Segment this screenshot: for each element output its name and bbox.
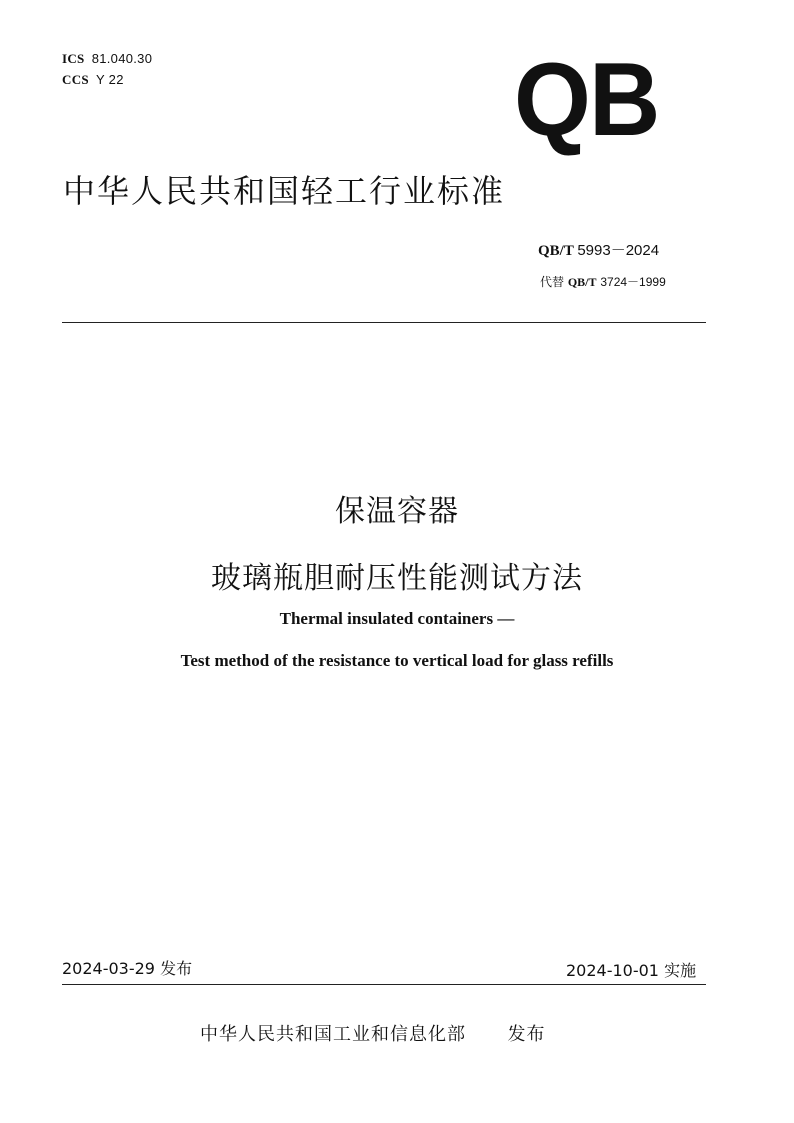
publish-date: 2024-03-29 发布 xyxy=(62,959,193,978)
ics-label: ICS xyxy=(62,51,85,66)
qb-logo: QB xyxy=(514,42,659,158)
title-en-line2: Test method of the resistance to vertical load for glass refills xyxy=(180,651,614,670)
standard-number-value: 5993－2024 xyxy=(577,242,660,259)
replaces-code: QB/T xyxy=(567,275,597,289)
title-cn-line2: 玻璃瓶胆耐压性能测试方法 xyxy=(211,561,583,596)
replaces-number: 3724－1999 xyxy=(600,275,666,289)
standard-number xyxy=(538,239,659,260)
replaces-line xyxy=(540,273,666,290)
issue-label: 发布 xyxy=(507,1024,546,1045)
footer-divider xyxy=(62,984,706,985)
ics-value: 81.040.30 xyxy=(91,51,153,66)
issuer-line xyxy=(200,1020,545,1046)
title-cn-line1: 保温容器 xyxy=(335,494,459,529)
implement-date: 2024-10-01 实施 xyxy=(566,961,697,980)
ccs-code xyxy=(62,72,124,88)
standard-category-title: 中华人民共和国轻工行业标准 xyxy=(63,172,506,210)
standard-code: QB/T xyxy=(538,243,574,259)
issuer-name: 中华人民共和国工业和信息化部 xyxy=(200,1024,466,1045)
replaces-prefix: 代替 xyxy=(540,275,565,289)
ccs-value: Y 22 xyxy=(96,72,124,87)
ics-code xyxy=(62,51,152,67)
title-en-line1: Thermal insulated containers — xyxy=(279,609,515,628)
header-divider xyxy=(62,322,706,323)
ccs-label: CCS xyxy=(62,72,89,87)
